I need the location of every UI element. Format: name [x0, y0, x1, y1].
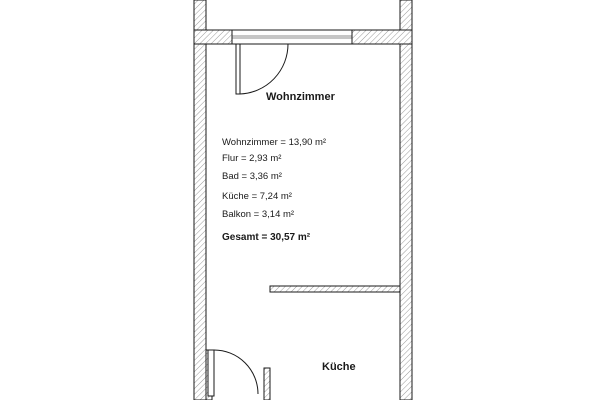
left-wall — [194, 44, 206, 400]
room-label-wohnzimmer: Wohnzimmer — [266, 91, 335, 103]
area-balkon: Balkon = 3,14 m² — [222, 209, 295, 220]
top-wall-left — [194, 30, 232, 44]
upper-left-wall — [194, 0, 206, 30]
door-leaf-bottom — [208, 350, 214, 396]
top-wall-right — [352, 30, 412, 44]
upper-right-wall — [400, 0, 412, 30]
inner-wall-lower-mid — [264, 368, 270, 400]
right-wall — [400, 44, 412, 400]
area-flur: Flur = 2,93 m² — [222, 153, 282, 164]
area-wohnzimmer: Wohnzimmer = 13,90 m² — [222, 137, 327, 148]
partition-wall — [270, 286, 400, 292]
door-swing-top — [240, 44, 288, 94]
area-bad: Bad = 3,36 m² — [222, 171, 282, 182]
area-total: Gesamt = 30,57 m² — [222, 232, 311, 243]
door-leaf-top — [236, 44, 240, 94]
door-swing-bottom — [214, 350, 258, 394]
room-label-kueche: Küche — [322, 361, 356, 373]
area-kueche: Küche = 7,24 m² — [222, 191, 292, 202]
